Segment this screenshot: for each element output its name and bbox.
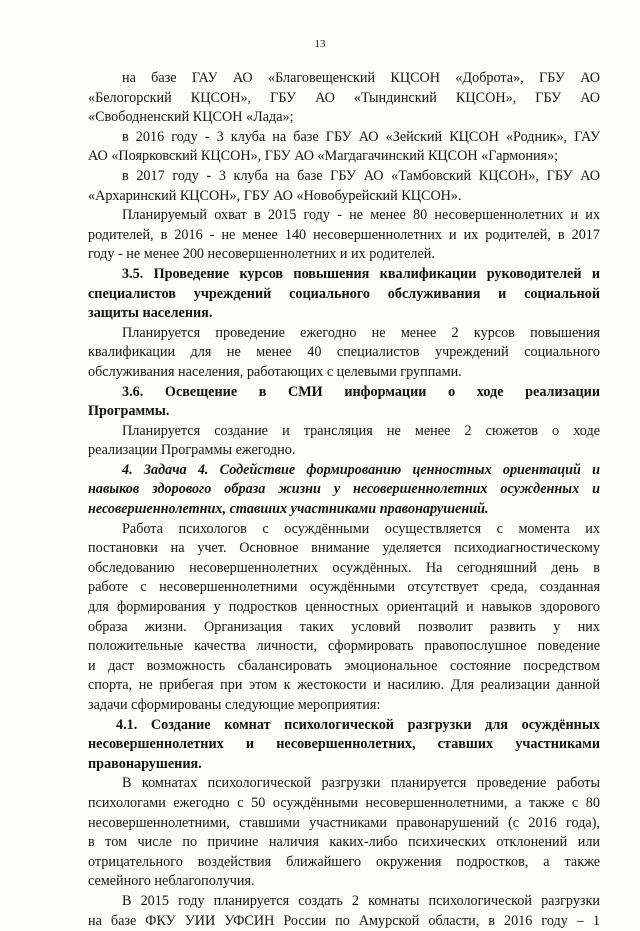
- task-4-heading: [88, 461, 600, 520]
- heading-line: специалистов учреждений социального обслуживания и социальной: [88, 285, 600, 302]
- text-line: В 2015 году планируется создать 2 комнаты психологической разгрузки: [122, 892, 600, 909]
- text-line: на базе ФКУ УИИ УФСИН России по Амурской области, в 2016 году – 1: [88, 912, 600, 929]
- text-line: Планируется создание и трансляция не менее 2 сюжетов о ходе: [122, 422, 600, 439]
- paragraph-clubs-2016: [88, 128, 600, 167]
- paragraph-rooms-2015: [88, 892, 600, 931]
- heading-line: 3.5. Проведение курсов повышения квалификации руководителей и: [122, 265, 600, 282]
- text-line: в 2017 году - 3 клуба на базе ГБУ АО «Тамбовский КЦСОН», ГБУ АО: [122, 167, 600, 184]
- text-line: Планируемый охват в 2015 году - не менее 80 несовершеннолетних и их: [122, 207, 600, 224]
- section-heading-3-6: [88, 383, 600, 422]
- heading-line: защиты населения.: [88, 305, 213, 322]
- text-line: и даст возможность сбалансировать эмоциональное состояние посредством: [88, 657, 600, 674]
- heading-line: несовершеннолетних и несовершеннолетних, ставших участниками: [88, 736, 600, 753]
- heading-line: Программы.: [88, 403, 170, 420]
- text-line: образа жизни. Организация таких условий позволит развить у них: [88, 618, 600, 635]
- paragraph-clubs-2015: [88, 69, 600, 128]
- text-line: Планируется проведение ежегодно не менее 2 курсов повышения: [122, 324, 600, 341]
- text-line: спорта, не прибегая при этом к жестокости и насилию. Для реализации данной: [88, 677, 600, 694]
- text-line: В комнатах психологической разгрузки планируется проведение работы: [122, 775, 600, 792]
- text-line: отрицательного воздействия ближайшего окружения подростков, а также: [88, 853, 600, 870]
- text-line: обследованию несовершеннолетних осуждённых. На сегодняшний день в: [88, 559, 600, 576]
- text-line: «Белогорский КЦСОН», ГБУ АО «Тындинский КЦСОН», ГБУ АО: [88, 89, 600, 106]
- text-line: семейного неблагополучия.: [88, 873, 255, 890]
- paragraph-courses: [88, 324, 600, 383]
- paragraph-media: [88, 422, 600, 461]
- heading-line: несовершеннолетних, ставших участниками правонарушений.: [88, 501, 489, 518]
- text-line: году - не менее 200 несовершеннолетних и их родителей.: [88, 246, 435, 263]
- text-line: реализации Программы ежегодно.: [88, 442, 296, 459]
- text-line: «Свободненский КЦСОН «Лада»;: [88, 109, 294, 126]
- paragraph-relief-rooms: [88, 774, 600, 892]
- section-heading-4-1: [88, 716, 600, 775]
- heading-line: правонарушения.: [88, 755, 202, 772]
- paragraph-clubs-2017: [88, 167, 600, 206]
- text-line: на базе ГАУ АО «Благовещенский КЦСОН «Доброта», ГБУ АО: [122, 70, 600, 86]
- heading-line: 4.1. Создание комнат психологической разгрузки для осуждённых: [116, 716, 600, 733]
- text-line: Работа психологов с осуждёнными осуществляется с момента их: [122, 520, 600, 537]
- page-number: 13: [314, 38, 326, 50]
- text-line: постановки на учет. Основное внимание уделяется психодиагностическому: [88, 540, 600, 557]
- heading-line: 4. Задача 4. Содействие формированию ценностных ориентаций и: [122, 461, 600, 478]
- text-line: психологами ежегодно с 50 осуждёнными несовершеннолетними, а также с 80: [88, 794, 600, 811]
- text-line: «Архаринский КЦСОН», ГБУ АО «Новобурейский КЦСОН».: [88, 187, 462, 204]
- heading-line: 3.6. Освещение в СМИ информации о ходе реализации: [122, 383, 600, 400]
- text-line: в том числе по причине наличия каких-либо психических отклонений или: [88, 834, 600, 851]
- text-line: в 2016 году - 3 клуба на базе ГБУ АО «Зейский КЦСОН «Родник», ГАУ: [122, 128, 600, 145]
- text-line: задачи сформированы следующие мероприятия:: [88, 697, 381, 713]
- text-line: родителей, в 2016 - не менее 140 несовершеннолетних и их родителей, в 2017: [88, 226, 600, 243]
- heading-line: навыков здорового образа жизни у несовершеннолетних осужденных и: [88, 481, 600, 498]
- text-line: квалификации для не менее 40 специалистов учреждений социального: [88, 344, 600, 361]
- text-line: АО «Поярковский КЦСОН», ГБУ АО «Магдагачинский КЦСОН «Гармония»;: [88, 148, 559, 165]
- text-line: обслуживания населения, работающих с целевыми группами.: [88, 363, 462, 380]
- text-line: для формирования у подростков ценностных ориентаций и навыков здорового: [88, 599, 600, 616]
- paragraph-psychologists: [88, 520, 600, 716]
- paragraph-coverage: [88, 206, 600, 265]
- document-body: [88, 69, 600, 931]
- text-line: работе с несовершеннолетними осуждёнными отсутствует среда, созданная: [88, 579, 600, 596]
- section-heading-3-5: [88, 265, 600, 324]
- text-line: несовершеннолетними, ставшими участниками правонарушений (с 2016 года),: [88, 814, 600, 831]
- text-line: положительные качества личности, сформировать правопослушное поведение: [88, 638, 600, 655]
